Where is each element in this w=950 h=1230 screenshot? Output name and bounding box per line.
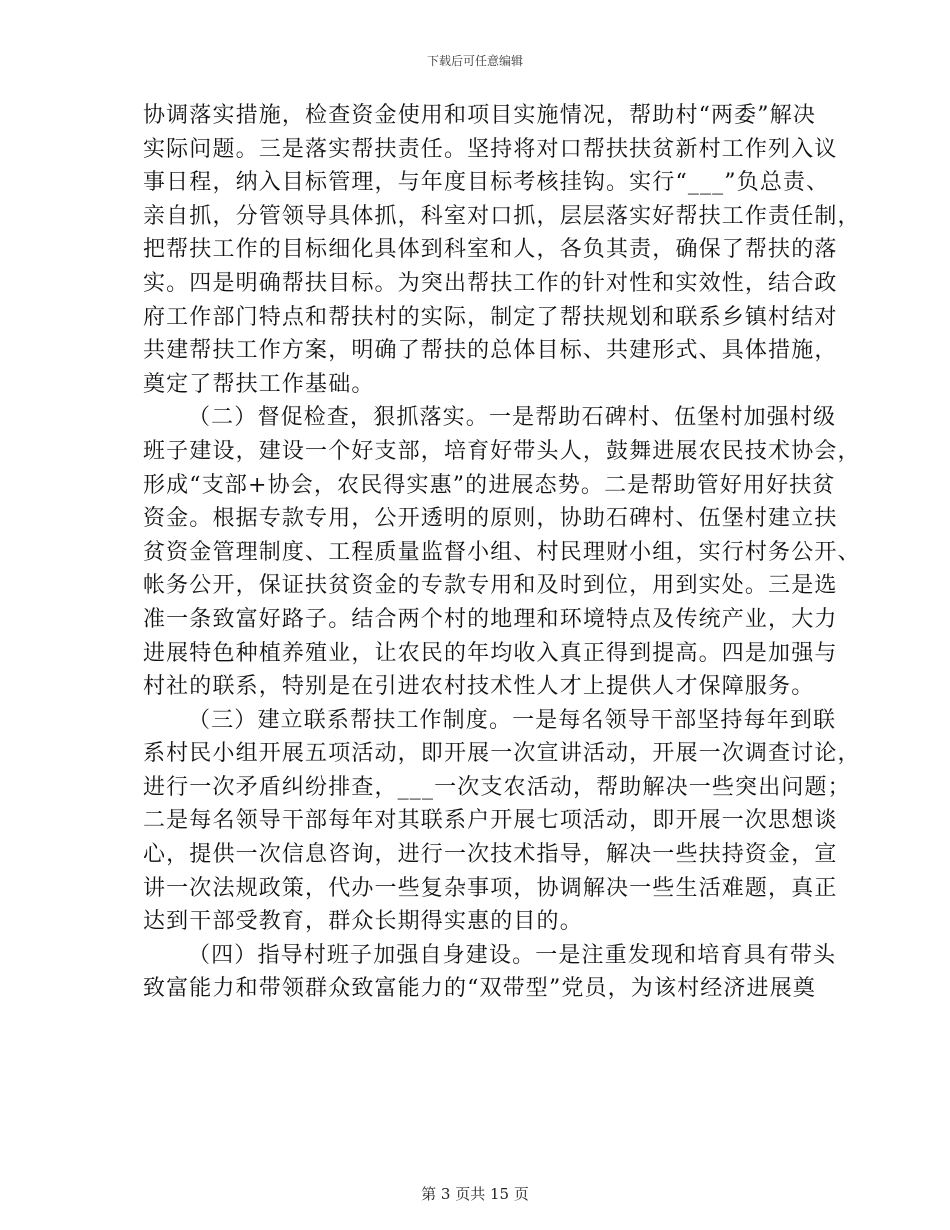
text-line: 系村民小组开展五项活动，即开展一次宣讲活动，开展一次调查讨论， — [143, 741, 861, 767]
paragraph-4 — [143, 939, 837, 1006]
paragraph-1 — [143, 99, 861, 401]
text-line: （四）指导村班子加强自身建设。一是注重发现和培育具有带头 — [188, 942, 837, 968]
text-line: 讲一次法规政策，代办一些复杂事项，协调解决一些生活难题，真正 — [143, 875, 838, 901]
text-line: 事日程，纳入目标管理，与年度目标考核挂钩。实行“___”负总责、 — [143, 170, 830, 196]
text-line: 贫资金管理制度、工程质量监督小组、村民理财小组，实行村务公开、 — [143, 539, 861, 565]
text-line: 协调落实措施，检查资金使用和项目实施情况，帮助村“两委”解决 — [143, 103, 816, 128]
text-line: （二）督促检查，狠抓落实。一是帮助石碑村、伍堡村加强村级 — [188, 405, 837, 431]
text-line: 二是每名领导干部每年对其联系户开展七项活动，即开展一次思想谈 — [143, 808, 838, 834]
text-line: 实。四是明确帮扶目标。为突出帮扶工作的针对性和实效性，结合政 — [143, 270, 838, 296]
text-line: （三）建立联系帮扶工作制度。一是每名领导干部坚持每年到联 — [188, 707, 837, 733]
text-line: 奠定了帮扶工作基础。 — [143, 371, 375, 397]
text-line: 把帮扶工作的目标细化具体到科室和人，各负其责，确保了帮扶的落 — [143, 237, 838, 263]
text-line: 府工作部门特点和帮扶村的实际，制定了帮扶规划和联系乡镇村结对 — [143, 304, 838, 330]
page-footer: 第 3 页共 15 页 — [421, 1185, 529, 1203]
page-header: 下载后可任意编辑 — [426, 54, 523, 68]
text-line: 实际问题。三是落实帮扶责任。坚持将对口帮扶扶贫新村工作列入议 — [143, 136, 838, 162]
paragraph-2 — [143, 401, 861, 703]
text-line: 资金。根据专款专用，公开透明的原则，协助石碑村、伍堡村建立扶 — [143, 506, 838, 532]
text-line: 帐务公开，保证扶贫资金的专款专用和及时到位，用到实处。三是选 — [143, 573, 838, 599]
text-line: 致富能力和带领群众致富能力的“双带型”党员，为该村经济进展奠 — [143, 976, 816, 1002]
document-body — [143, 99, 861, 1006]
paragraph-3 — [143, 704, 861, 939]
text-line: 亲自抓，分管领导具体抓，科室对口抓，层层落实好帮扶工作责任制， — [143, 203, 861, 229]
text-line: 进行一次矛盾纠纷排查，___一次支农活动，帮助解决一些突出问题； — [143, 774, 851, 800]
text-line: 班子建设，建设一个好支部，培育好带头人，鼓舞进展农民技术协会， — [143, 438, 861, 464]
text-line: 形成“支部+协会，农民得实惠”的进展态势。二是帮助管好用好扶贫 — [143, 472, 836, 498]
text-line: 共建帮扶工作方案，明确了帮扶的总体目标、共建形式、具体措施， — [143, 338, 838, 364]
text-line: 达到干部受教育，群众长期得实惠的目的。 — [143, 909, 583, 935]
text-line: 进展特色种植养殖业，让农民的年均收入真正得到提高。四是加强与 — [143, 640, 838, 666]
text-line: 心，提供一次信息咨询，进行一次技术指导，解决一些扶持资金，宣 — [143, 842, 838, 868]
text-line: 村社的联系，特别是在引进农村技术性人才上提供人才保障服务。 — [143, 674, 815, 700]
text-line: 准一条致富好路子。结合两个村的地理和环境特点及传统产业，大力 — [143, 606, 838, 632]
